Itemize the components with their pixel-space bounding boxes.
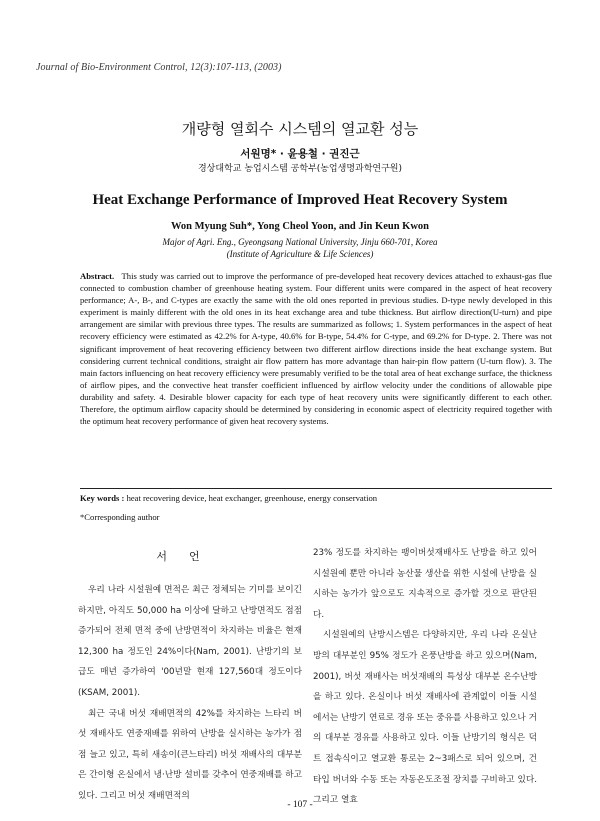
keywords bbox=[80, 493, 552, 503]
abstract-label: Abstract. bbox=[80, 271, 115, 281]
page-number: - 107 - bbox=[287, 800, 313, 810]
abstract-text: This study was carried out to improve the performance of pre-developed heat recovery devices attached to exhaust-gas flue connected to combustion chamber of greenhouse heating system. Four different units were compared in the aspect of heat recovery performance; A-, B-, and C-types are exactly the same with the old ones reported in previous studies. D-type newly developed in this experiment is mainly different with the old ones in its heat exchange area and tube thickness. But airflow direction(U-turn) and pipe arrangement are similar with previous three types. The results are summarized as follows; 1. System performances in the aspect of heat recovery efficiency were estimated as 42.2% for A-type, 40.6% for B-type, 54.4% for C-type, and 69.2% for D-type. 2. There was not significant improvement of heat recovering efficiency between two different airflow directions inside the heat exchange system. But considering current technical conditions, straight air flow pattern has more advantage than hair-pin flow pattern (U-turn flow). 3. The main factors influencing on heat recovery efficiency were presumably verified to be the total area of heat exchange surface, the thickness of airflow pipes, and the convective heat transfer coefficient influenced by airflow velocity under the conditions of allowable pipe durability and safety. 4. Desirable blower capacity for each type of heat recovery units were significantly different to each other. Therefore, the optimum airflow capacity should be determined by considering in economic aspect of electricity required together with the optimum heat recovery performance of given heat recovery systems. bbox=[80, 271, 552, 427]
english-affiliation bbox=[0, 236, 600, 260]
left-paragraph-2: 최근 국내 버섯 재배면적의 42%를 차지하는 느타리 버섯 재배사도 연중재배를 위하여 난방을 실시하는 농가가 점점 늘고 있고, 특히 새송이(큰느타리) 버섯 재배사의 대부분은 간이형 온실에서 냉·난방 설비를 갖추어 연중재배를 하고 있다. 그리고 버섯 재배면적의 bbox=[78, 708, 302, 801]
left-paragraph-1: 우리 나라 시설원예 면적은 최근 정체되는 기미를 보이긴 하지만, 아직도 50,000 ha 이상에 달하고 난방면적도 점점 증가되어 전체 면적 중에 난방면적이 차지하는 비율은 현재 12,300 ha 정도인 24%이다(Nam, 2001). 난방기의 보급도 매년 증가하여 '00년말 현재 127,560대 정도이다(KSAM, 2001). bbox=[78, 585, 302, 698]
keywords-label: Key words : bbox=[80, 493, 125, 503]
right-paragraph-2: 시설원예의 난방시스템은 다양하지만, 우리 나라 온실난방의 대부분인 95% 정도가 온풍난방을 하고 있으며(Nam, 2001), 버섯 재배사는 버섯재배의 특성상 대부분 온수난방을 하고 있다. 온실이나 버섯 재배사에 관계없이 이들 시설에서는 난방기 연료로 경유 또는 중유를 사용하고 있으나 거의 대부분 경유를 사용하고 있다. 이들 난방기의 형식은 덕트 접속식이고 열교환 통로는 2~3패스로 되어 있으며, 건타입 버너와 수동 또는 자동온도조절 장치를 구비하고 있다. 그리고 열효 bbox=[313, 630, 537, 806]
right-column bbox=[313, 543, 537, 811]
abstract bbox=[80, 270, 552, 427]
journal-citation: Journal of Bio-Environment Control, 12(3):107-113, (2003) bbox=[36, 62, 282, 73]
left-column bbox=[78, 580, 302, 807]
affiliation-line-2: (Institute of Agriculture & Life Sciences) bbox=[226, 249, 374, 259]
english-title: Heat Exchange Performance of Improved Heat Recovery System bbox=[92, 192, 508, 208]
korean-authors: 서원명* · 윤용철 · 권진근 bbox=[240, 148, 360, 160]
korean-affiliation: 경상대학교 농업시스템 공학부(농업생명과학연구원) bbox=[197, 164, 402, 174]
korean-title: 개량형 열회수 시스템의 열교환 성능 bbox=[181, 120, 419, 138]
keywords-top-rule bbox=[80, 488, 552, 489]
corresponding-author-note: *Corresponding author bbox=[80, 512, 160, 522]
keywords-text: heat recovering device, heat exchanger, greenhouse, energy conservation bbox=[126, 493, 378, 503]
right-paragraph-1: 23% 정도를 차지하는 팽이버섯재배사도 난방을 하고 있어 시설원예 뿐만 아니라 농산물 생산을 위한 시설에 난방을 실시하는 농가가 앞으로도 지속적으로 증가할 것으로 판단된다. bbox=[313, 548, 537, 620]
english-authors: Won Myung Suh*, Yong Cheol Yoon, and Jin Keun Kwon bbox=[170, 221, 429, 232]
affiliation-line-1: Major of Agri. Eng., Gyeongsang National University, Jinju 660-701, Korea bbox=[162, 237, 438, 247]
section-heading-introduction: 서언 bbox=[156, 550, 222, 563]
